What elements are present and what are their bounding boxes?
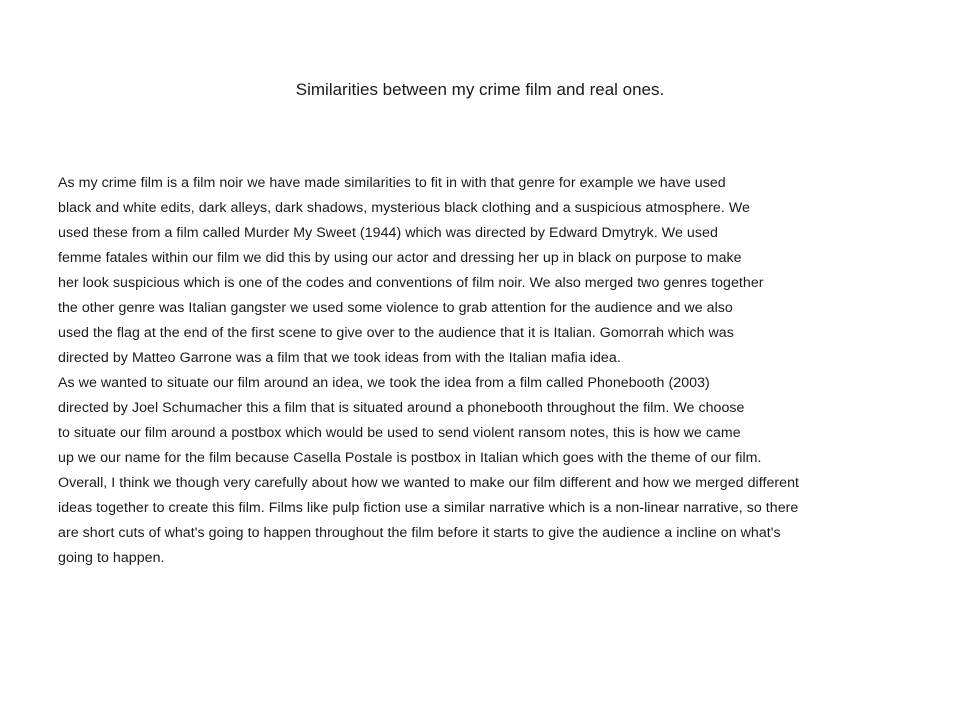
body-line: femme fatales within our film we did this by using our actor and dressing her up in black on purpose to make [58,250,742,266]
body-line: directed by Matteo Garrone was a film that we took ideas from with the Italian mafia idea. [58,350,621,366]
body-line: used the flag at the end of the first scene to give over to the audience that it is Italian. Gomorrah which was [58,325,734,341]
body-line: are short cuts of what's going to happen throughout the film before it starts to give the audience a incline on what's [58,525,781,541]
body-line: As we wanted to situate our film around an idea, we took the idea from a film called Phonebooth (2003) [58,375,710,391]
body-line: directed by Joel Schumacher this a film that is situated around a phonebooth throughout the film. We choose [58,400,745,416]
body-line: black and white edits, dark alleys, dark shadows, mysterious black clothing and a suspicious atmosphere. We [58,200,750,216]
body-line: ideas together to create this film. Films like pulp fiction use a similar narrative which is a non-linear narrative, so there [58,500,799,516]
body-line: As my crime film is a film noir we have made similarities to fit in with that genre for example we have used [58,175,726,191]
body-line: Overall, I think we though very carefully about how we wanted to make our film different and how we merged different [58,475,800,491]
body-line: her look suspicious which is one of the codes and conventions of film noir. We also merged two genres together [58,275,764,291]
slide-title: Similarities between my crime film and real ones. [295,80,665,99]
body-line: the other genre was Italian gangster we used some violence to grab attention for the audience and we also [58,300,733,316]
body-line: to situate our film around a postbox which would be used to send violent ransom notes, this is how we came [58,425,741,441]
body-line: up we our name for the film because Casella Postale is postbox in Italian which goes with the theme of our film. [58,450,762,466]
slide-body [58,171,938,571]
body-line: going to happen. [58,550,165,566]
body-line: used these from a film called Murder My Sweet (1944) which was directed by Edward Dmytryk. We used [58,225,718,241]
